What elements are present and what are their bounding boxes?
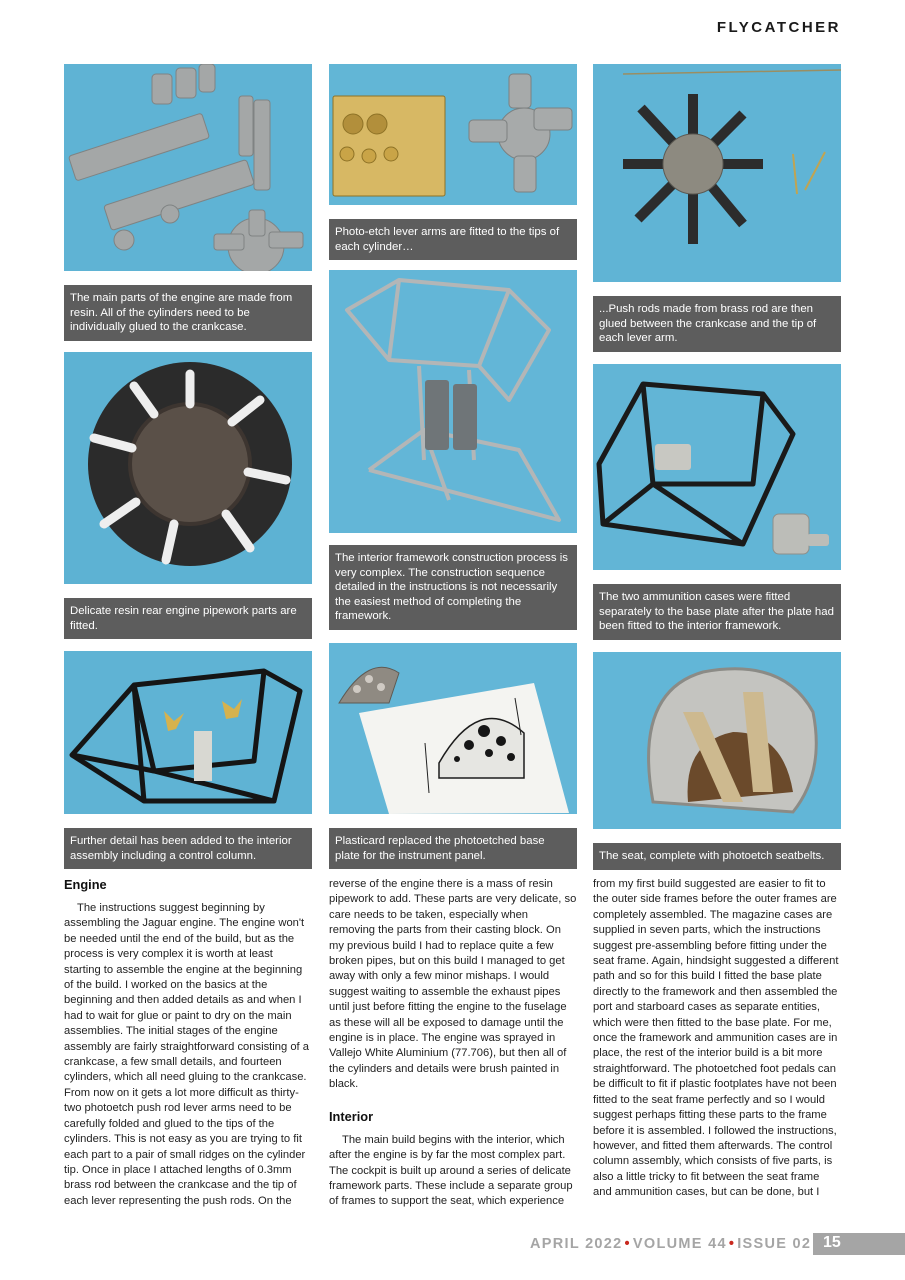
photo-engine-resin-parts (64, 64, 312, 271)
caption-engine-resin-parts: The main parts of the engine are made from resin. All of the cylinders need to be individually glued to the crankcase. (64, 285, 312, 341)
issue-month: APRIL 2022 (530, 1236, 623, 1252)
article-paragraph: The instructions suggest beginning by assembling the Jaguar engine. The engine won't be needed until the end of the build, but as the process is very complex it is worth at least starting to assemble the engine at the beginning of the build. I worked on the basics at the beginning and then added details as and when I had to wait for glue or paint to dry on the main assemblies. The initial stages of the engine assembly are fairly straightforward consisting of a crankcase, a few small details, and fourteen cylinders, which all need gluing to the crankcase. From now on it gets a lot more difficult as thirty-two photoetch push rod lever arms need to be carefully folded and glued to the tips of the cylinders. This is not easy as you are trying to fit each part to a pair of small ridges on the cylinder tip. Once in place I attached lengths of 0.3mm brass rod between the crankcase and the tip of each lever representing the push rods. On the (64, 902, 309, 1207)
caption-instrument-panel: Plasticard replaced the photoetched base plate for the instrument panel. (329, 828, 577, 869)
article-paragraph: The main build begins with the interior, which after the engine is by far the most complex part. The cockpit is built up around a series of delicate framework parts. These include a separate group of frames to support the seat, which experience (329, 1133, 573, 1208)
photo-seat (593, 652, 841, 829)
separator-dot: • (728, 1236, 736, 1252)
photo-photoetch-lever-arms (329, 64, 577, 205)
caption-engine-pipework: Delicate resin rear engine pipework parts are fitted. (64, 598, 312, 639)
issue-label: ISSUE 02 (737, 1236, 812, 1252)
caption-seat: The seat, complete with photoetch seatbelts. (593, 843, 841, 870)
section-heading-engine: Engine (64, 877, 107, 892)
caption-push-rods: ...Push rods made from brass rod are then glued between the crankcase and the tip of each lever arm. (593, 296, 841, 352)
footer-issue-info (530, 1233, 811, 1255)
caption-interior-framework: The interior framework construction process is very complex. The construction sequence detailed in the instructions is not necessarily the easiest method of completing the framework. (329, 545, 577, 630)
photo-push-rods (593, 64, 841, 282)
separator-dot: • (624, 1236, 631, 1252)
photo-control-column (64, 651, 312, 814)
caption-photoetch-lever-arms: Photo-etch lever arms are fitted to the tips of each cylinder… (329, 219, 577, 260)
caption-ammunition-cases: The two ammunition cases were fitted separately to the base plate after the plate had been fitted to the interior framework. (593, 584, 841, 640)
article-column-3 (593, 877, 841, 1201)
article-column-2 (329, 877, 577, 1210)
article-column-1 (64, 877, 312, 1209)
photo-engine-pipework (64, 352, 312, 584)
volume-label: VOLUME 44 (632, 1236, 727, 1252)
magazine-section-title: FLYCATCHER (716, 19, 841, 36)
caption-control-column: Further detail has been added to the interior assembly including a control column. (64, 828, 312, 869)
section-heading-interior: Interior (329, 1108, 374, 1124)
photo-interior-framework (329, 270, 577, 533)
article-paragraph: reverse of the engine there is a mass of resin pipework to add. These parts are very delicate, so care needs to be taken, especially when removing the parts from their casting block. On my previous build I had to replace quite a few broken pipes, but on this build I managed to get away with only a few minor mishaps. I would suggest waiting to assemble the exhaust pipes until just before fitting the engine to the fuselage as these will all be exposed to damage until the engine is in place. The engine was sprayed in Vallejo White Aluminium (77.706), but then all of the cylinders and details were brush painted in black. (329, 878, 577, 1091)
page-number: 15 (823, 1234, 841, 1251)
photo-ammunition-cases (593, 364, 841, 570)
photo-instrument-panel (329, 643, 577, 814)
article-paragraph: from my first build suggested are easier to fit to the outer side frames before the outer frames are completely assembled. The magazine cases are supplied in seven parts, which the instructions suggest pre-assembling before fitting under the seat frame. Again, hindsight suggested a different path and so for this build I fitted the base plate directly to the framework and then assembled the port and starboard cases as separate entities, which were then fitted to the base plate. For me, once the framework and ammunition cases are in place, the rest of the interior build is a bit more straightforward. The photoetched foot pedals can be difficult to fit if plastic footplates have not been fitted to the seat frame perfectly and so I would suggest perhaps fitting these parts to the frame before it is assembled. I followed the instructions, however, and fitted them afterwards. The control column assembly, which consists of five parts, is also a little tricky to fit between the seat frame and ammunition cases, but can be done, but I (593, 878, 839, 1199)
